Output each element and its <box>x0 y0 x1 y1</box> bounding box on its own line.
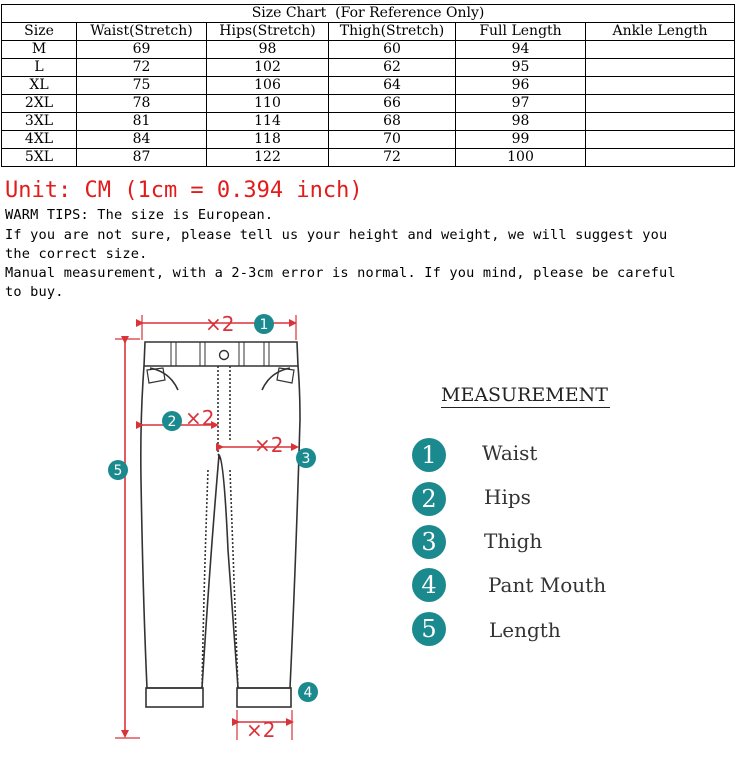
table-cell: 87 <box>77 149 207 167</box>
marker-3-label: 3 <box>301 451 311 467</box>
table-cell: 69 <box>77 41 207 59</box>
pant-mouth-x2-label: ×2 <box>246 718 276 742</box>
size-chart-table <box>1 4 735 167</box>
table-row <box>2 77 735 95</box>
table-cell: 118 <box>207 131 329 149</box>
legend-label-length: Length <box>489 618 561 642</box>
table-cell <box>586 77 735 95</box>
table-cell: 94 <box>456 41 586 59</box>
pants-measurement-diagram <box>0 300 420 765</box>
legend-badge-4: 4 <box>412 568 446 602</box>
legend-label-thigh: Thigh <box>484 529 543 553</box>
table-cell: 70 <box>329 131 456 149</box>
table-cell <box>586 95 735 113</box>
tips-line: Manual measurement, with a 2-3cm error is normal. If you mind, please be careful <box>5 265 676 281</box>
header-cell: Full Length <box>456 23 586 41</box>
legend-label-waist: Waist <box>482 441 538 465</box>
table-cell: L <box>2 59 77 77</box>
hips-x2-label: ×2 <box>185 406 215 430</box>
table-cell: 72 <box>77 59 207 77</box>
legend-title: MEASUREMENT <box>441 384 608 406</box>
table-cell: 99 <box>456 131 586 149</box>
marker-1-label: 1 <box>259 317 269 333</box>
table-cell: 4XL <box>2 131 77 149</box>
table-cell: 122 <box>207 149 329 167</box>
pants-outline <box>141 342 300 707</box>
table-cell <box>586 131 735 149</box>
table-row <box>2 149 735 167</box>
table-cell <box>586 59 735 77</box>
table-row <box>2 113 735 131</box>
table-cell: M <box>2 41 77 59</box>
tips-line: If you are not sure, please tell us your height and weight, we will suggest you <box>5 227 668 243</box>
legend-label-hips: Hips <box>484 485 531 509</box>
table-cell: 95 <box>456 59 586 77</box>
table-cell: 75 <box>77 77 207 95</box>
table-cell: 84 <box>77 131 207 149</box>
tips-line: the correct size. <box>5 246 148 262</box>
table-cell: 5XL <box>2 149 77 167</box>
table-row <box>2 41 735 59</box>
table-cell: 97 <box>456 95 586 113</box>
table-cell <box>586 113 735 131</box>
table-cell <box>586 149 735 167</box>
table-cell: 98 <box>456 113 586 131</box>
thigh-x2-label: ×2 <box>254 433 284 457</box>
table-row <box>2 131 735 149</box>
table-cell: 64 <box>329 77 456 95</box>
table-cell: 66 <box>329 95 456 113</box>
waist-x2-label: ×2 <box>205 312 235 336</box>
marker-5-label: 5 <box>113 463 123 479</box>
header-cell: Size <box>2 23 77 41</box>
table-cell: 110 <box>207 95 329 113</box>
header-cell: Thigh(Stretch) <box>329 23 456 41</box>
header-cell: Ankle Length <box>586 23 735 41</box>
legend-badge-5: 5 <box>412 612 446 646</box>
warm-tips-line: WARM TIPS: The size is European. <box>5 207 274 223</box>
table-cell: XL <box>2 77 77 95</box>
legend-badge-1: 1 <box>412 438 446 472</box>
table-title: Size Chart (For Reference Only) <box>2 5 735 23</box>
table-cell: 2XL <box>2 95 77 113</box>
marker-4-label: 4 <box>303 685 313 701</box>
legend-label-pant-mouth: Pant Mouth <box>488 573 607 597</box>
table-cell: 81 <box>77 113 207 131</box>
table-cell: 106 <box>207 77 329 95</box>
marker-2-label: 2 <box>167 414 177 430</box>
table-cell: 96 <box>456 77 586 95</box>
table-cell: 78 <box>77 95 207 113</box>
unit-conversion-note: Unit: CM (1cm = 0.394 inch) <box>5 178 363 203</box>
table-row <box>2 59 735 77</box>
table-header-row <box>2 23 735 41</box>
table-cell: 114 <box>207 113 329 131</box>
table-cell: 60 <box>329 41 456 59</box>
button-icon <box>220 351 229 360</box>
table-cell: 3XL <box>2 113 77 131</box>
table-cell: 62 <box>329 59 456 77</box>
header-cell: Waist(Stretch) <box>77 23 207 41</box>
table-row <box>2 95 735 113</box>
table-cell: 102 <box>207 59 329 77</box>
table-cell: 98 <box>207 41 329 59</box>
header-cell: Hips(Stretch) <box>207 23 329 41</box>
table-cell: 72 <box>329 149 456 167</box>
table-title-row <box>2 5 735 23</box>
table-cell: 68 <box>329 113 456 131</box>
table-cell: 100 <box>456 149 586 167</box>
legend-badge-3: 3 <box>412 525 446 559</box>
tips-line: to buy. <box>5 284 64 300</box>
legend-badge-2: 2 <box>412 482 446 516</box>
table-cell <box>586 41 735 59</box>
